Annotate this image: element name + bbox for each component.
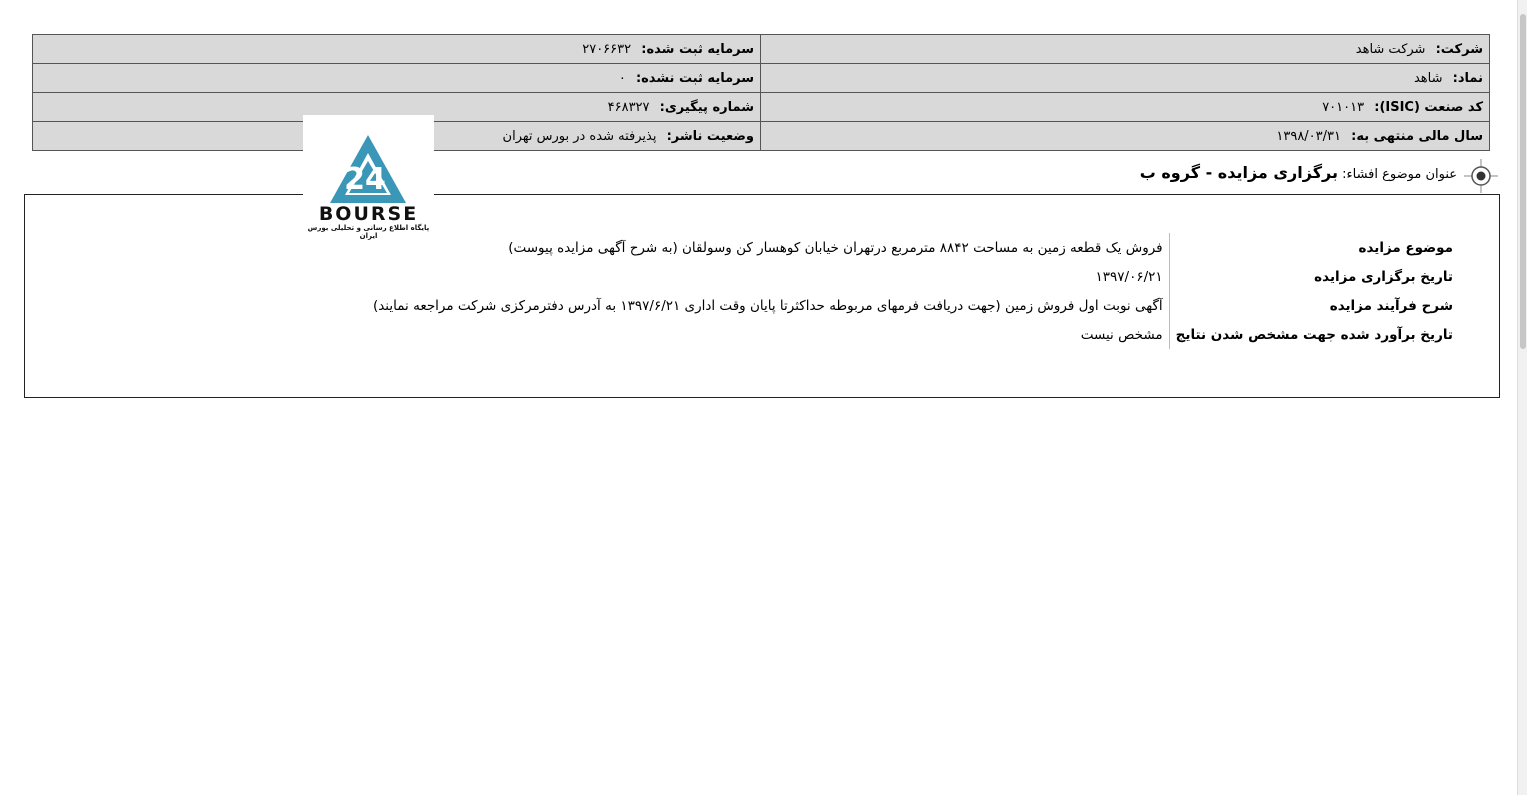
symbol-label: نماد: (1452, 70, 1483, 86)
logo-triangle-icon (303, 115, 434, 205)
publisher-status-value: پذیرفته شده در بورس تهران (502, 128, 657, 144)
fiscal-label: سال مالی منتهی به: (1351, 128, 1483, 144)
detail-value: ۱۳۹۷/۰۶/۲۱ (1095, 268, 1163, 285)
detail-value: مشخص نیست (1080, 326, 1163, 343)
logo-subtitle: پایگاه اطلاع رسانی و تحلیلی بورس ایران (307, 224, 430, 240)
bourse-logo (303, 115, 434, 241)
auction-details-table (367, 233, 1459, 349)
publisher-status-label: وضعیت ناشر: (666, 128, 754, 144)
detail-row (367, 262, 1459, 291)
company-info-table (32, 34, 1490, 151)
detail-row (367, 320, 1459, 349)
disclosure-subject (1140, 163, 1457, 182)
unregistered-capital-cell (33, 64, 761, 93)
info-row (33, 93, 1490, 122)
symbol-cell (761, 64, 1490, 93)
tracking-label: شماره پیگیری: (659, 99, 754, 115)
svg-text:24: 24 (344, 162, 386, 197)
subject-label: عنوان موضوع افشاء: (1342, 167, 1457, 182)
fiscal-cell (761, 122, 1490, 151)
detail-row (367, 291, 1459, 320)
info-row (33, 64, 1490, 93)
info-row (33, 35, 1490, 64)
unregistered-capital-label: سرمایه ثبت نشده: (635, 70, 754, 86)
info-row (33, 122, 1490, 151)
unregistered-capital-value: ۰ (618, 70, 626, 86)
company-label: شرکت: (1435, 41, 1483, 57)
fiscal-value: ۱۳۹۸/۰۳/۳۱ (1276, 128, 1341, 144)
detail-value: فروش یک قطعه زمین به مساحت ۸۸۴۲ مترمربع درتهران خیابان کوهسار کن وسولقان (به شرح آگهی مزایده پیوست) (508, 239, 1163, 256)
detail-key: شرح فرآیند مزایده (1169, 291, 1459, 320)
company-value: شرکت شاهد (1355, 41, 1426, 57)
tracking-value: ۴۶۸۳۲۷ (607, 99, 650, 115)
registered-capital-cell (33, 35, 761, 64)
company-cell (761, 35, 1490, 64)
vertical-scrollbar[interactable] (1517, 0, 1527, 795)
subject-title: برگزاری مزایده - گروه ب (1139, 163, 1338, 182)
logo-text: BOURSE (318, 203, 419, 225)
isic-value: ۷۰۱۰۱۳ (1322, 99, 1365, 115)
detail-key: تاریخ برآورد شده جهت مشخص شدن نتایج (1169, 320, 1459, 349)
isic-label: کد صنعت (ISIC): (1374, 99, 1483, 115)
detail-key: موضوع مزایده (1169, 233, 1459, 262)
isic-cell (761, 93, 1490, 122)
registered-capital-value: ۲۷۰۶۶۳۲ (582, 41, 632, 57)
detail-key: تاریخ برگزاری مزایده (1169, 262, 1459, 291)
registered-capital-label: سرمایه ثبت شده: (641, 41, 754, 57)
scrollbar-thumb[interactable] (1520, 14, 1526, 349)
detail-row (367, 233, 1459, 262)
detail-value: آگهی نوبت اول فروش زمین (جهت دریافت فرمهای مربوطه حداکثرتا پایان وقت اداری ۱۳۹۷/۶/۲۱ به آدرس دفترمرکزی شرکت مراجعه نمایند) (372, 297, 1163, 314)
target-icon (1464, 159, 1498, 193)
symbol-value: شاهد (1413, 70, 1443, 86)
auction-details-box (24, 194, 1500, 398)
